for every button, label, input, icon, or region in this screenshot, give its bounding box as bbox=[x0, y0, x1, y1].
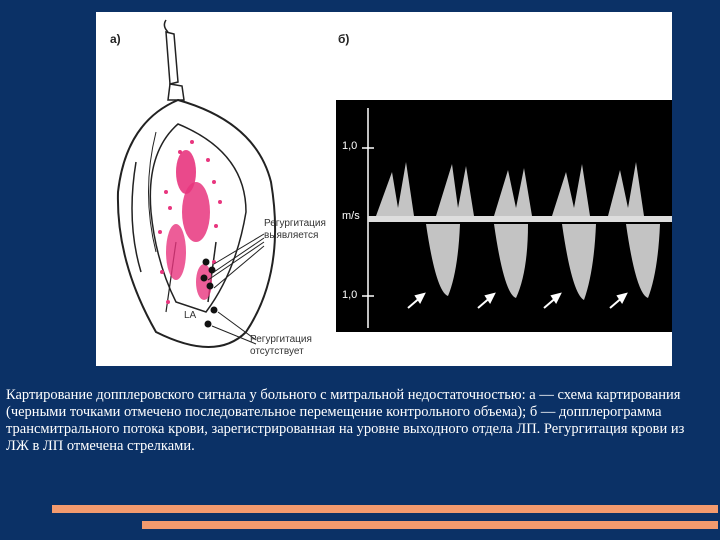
axis-unit-label: m/s bbox=[342, 210, 360, 222]
figure-drawing bbox=[96, 12, 672, 366]
annotation-regurgitation-absent: Регургитация отсутствует bbox=[250, 334, 312, 357]
decorative-bar-bottom bbox=[142, 521, 718, 529]
panel-b-label: б) bbox=[338, 32, 350, 46]
figure-image bbox=[96, 12, 672, 366]
decorative-bar-top bbox=[52, 505, 718, 513]
axis-bottom-label: 1,0 bbox=[342, 289, 358, 301]
axis-top-label: 1,0 bbox=[342, 140, 358, 152]
chamber-label: LA bbox=[184, 310, 197, 321]
caption-text: Картирование допплеровского сигнала у больного с митральной недостаточностью: а — схема картирования (черными точками отмечено последовательное перемещение контрольного объема); б — допплерограмма трансмитрального потока крови, зарегистрированная на уровне выходного отдела ЛП. Регургитация крови из ЛЖ в ЛП отмечена стрелками. bbox=[6, 387, 685, 454]
annotation-regurgitation-detected: Регургитация выявляется bbox=[264, 218, 326, 241]
heart-schematic bbox=[118, 20, 275, 347]
panel-a-label: а) bbox=[110, 32, 121, 46]
doppler-strip bbox=[336, 100, 672, 332]
